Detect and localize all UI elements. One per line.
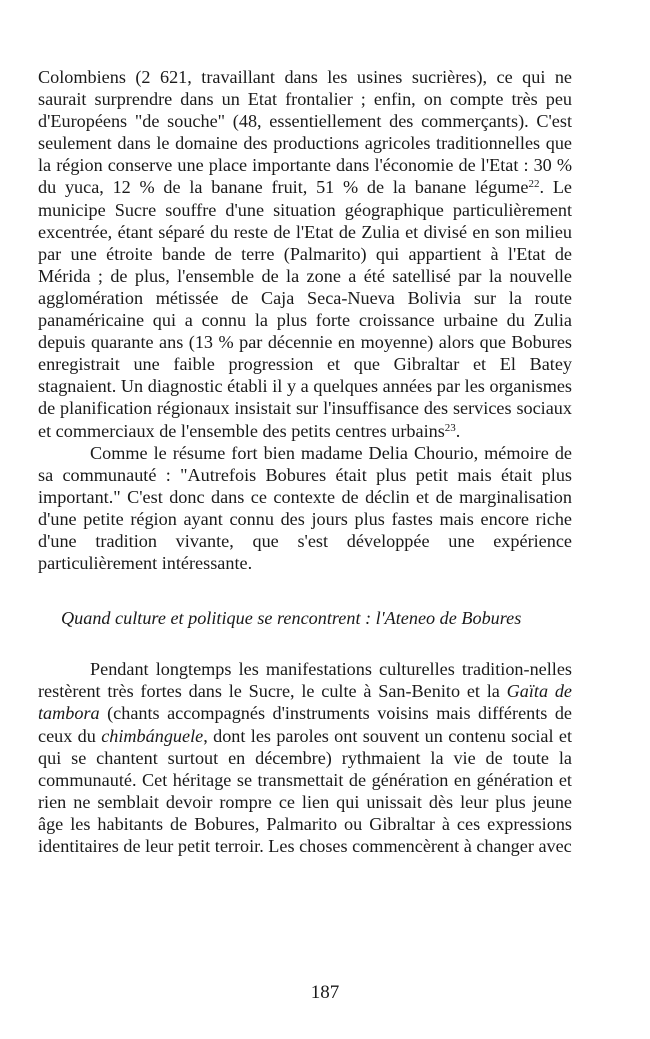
italic-term-chimbanguele: chimbánguele bbox=[101, 725, 204, 746]
paragraph-text: . Le municipe Sucre souffre d'une situation géographique particulièrement excentrée, étant séparé du reste de l'Etat de Zulia et divisé en son milieu par une étroite bande de terre (Palmarito) qui appartient à l'Etat de Mérida ; de plus, l'ensemble de la zone a été satellisé par la nouvelle agglomération métissée de Caja Seca-Nueva Bolivia sur la route panaméricaine qui a connu la plus forte croissance urbaine du Zulia depuis quarante ans (13 % par décennie en moyenne) alors que Bobures enregistrait une faible progression et que Gibraltar et El Batey stagnaient. Un diagnostic établi il y a quelques années par les organismes de planification régionaux insistait sur l'insuffisance des services sociaux et commerciaux de l'ensemble des petits centres urbains bbox=[38, 177, 572, 441]
paragraph-chourio-quote: Comme le résume fort bien madame Delia Chourio, mémoire de sa communauté : "Autrefois Bobures était plus petit mais était plus important." C'est donc dans ce contexte de déclin et de marginalisation d'une petite région ayant connu des jours plus fastes mais encore riche d'une tradition vivante, que s'est développée une expérience particulièrement intéressante. bbox=[38, 442, 572, 574]
paragraph-text: , dont les paroles ont souvent un contenu social et qui se chantent surtout en décembre) rythmaient la vie de toute la communauté. Cet héritage se transmettait de génération en génération et rien ne semblait devoir rompre ce lien qui unissait dès leur plus jeune âge les habitants de Bobures, Palmarito ou Gibraltar à ces expressions identitaires de leur petit terroir. Les choses commencèrent à changer avec bbox=[38, 725, 572, 856]
paragraph-continuation bbox=[38, 66, 572, 442]
spacer bbox=[38, 629, 572, 658]
italic-term-gaita: Gaïta de tambora bbox=[38, 681, 572, 724]
page-number: 187 bbox=[310, 982, 340, 1003]
footnote-ref-22[interactable]: 22 bbox=[528, 178, 540, 191]
paragraph-text: Colombiens (2 621, travaillant dans les usines sucrières), ce qui ne saurait surprendre dans un Etat frontalier ; enfin, on compte très peu d'Européens "de souche" (48, essentiellement des commerçants). C'est seulement dans le domaine des productions agricoles traditionnelles que la région conserve une place importante dans l'économie de l'Etat : 30 % du yuca, 12 % de la banane fruit, 51 % de la banane légume bbox=[38, 67, 572, 198]
spacer bbox=[38, 574, 572, 607]
paragraph-text: Pendant longtemps les manifestations culturelles tradition-nelles restèrent très fortes dans le Sucre, le culte à San-Benito et la bbox=[38, 659, 572, 702]
page-body bbox=[38, 66, 572, 857]
paragraph-text: (chants accompagnés d'instruments voisins mais différents de ceux du bbox=[38, 703, 572, 746]
footnote-ref-23[interactable]: 23 bbox=[444, 421, 456, 434]
section-heading: Quand culture et politique se rencontrent : l'Ateneo de Bobures bbox=[61, 608, 522, 629]
paragraph-text: . bbox=[455, 420, 461, 441]
paragraph-traditions bbox=[38, 658, 572, 857]
